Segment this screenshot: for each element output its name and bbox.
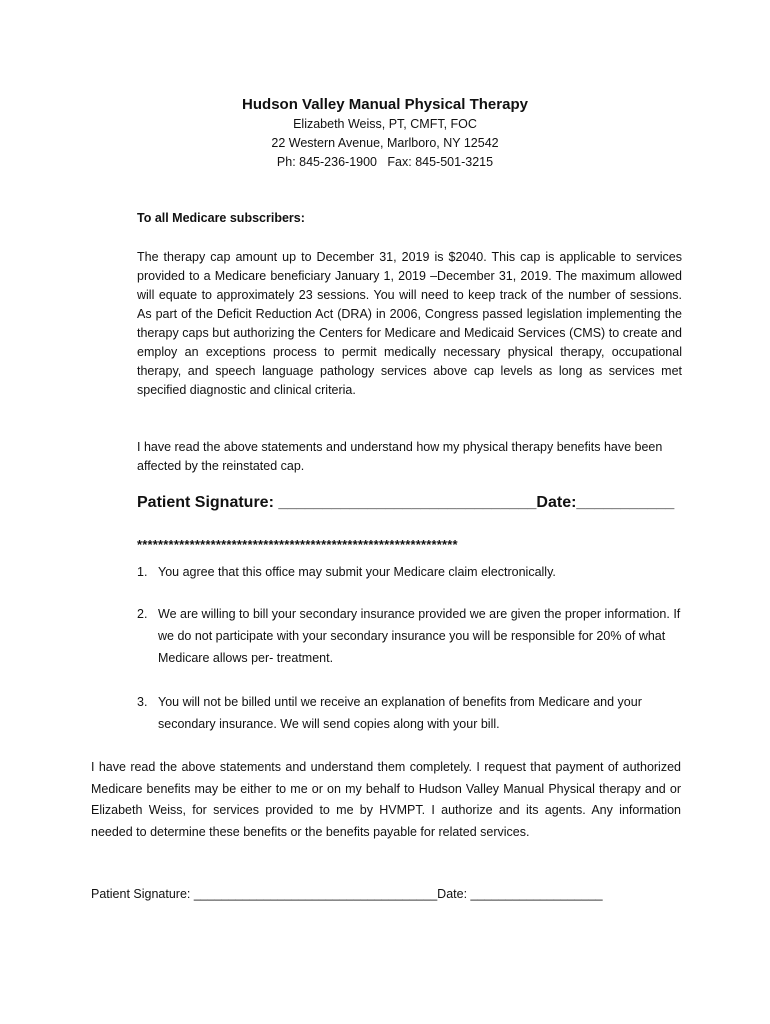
list-item (137, 603, 682, 669)
therapy-cap-paragraph: The therapy cap amount up to December 31, 2019 is $2040. This cap is applicable to services provided to a Medicare beneficiary January 1, 2019 –December 31, 2019. The maximum allowed will equate to approximately 23 sessions. You will need to keep track of the number of sessions. As part of the Deficit Reduction Act (DRA) in 2006, Congress passed legislation implementing the therapy caps but authorizing the Centers for Medicare and Medicaid Services (CMS) to create and employ an exceptions process to permit medically necessary physical therapy, occupational therapy, and speech language pathology services above cap levels as long as services met specified diagnostic and clinical criteria. (137, 250, 682, 397)
patient-signature-line-1[interactable]: Patient Signature: _____________________________Date:___________ (137, 494, 675, 511)
greeting: To all Medicare subscribers: (137, 211, 305, 225)
list-item-text: We are willing to bill your secondary insurance provided we are given the proper information. If we do not participate with your secondary insurance you will be responsible for 20% of what Medicare allows per- treatment. (158, 607, 681, 665)
list-item-text: You agree that this office may submit your Medicare claim electronically. (158, 565, 556, 579)
list-item (137, 561, 682, 583)
practice-address: 22 Western Avenue, Marlboro, NY 12542 (271, 136, 499, 150)
letterhead (0, 95, 770, 172)
patient-signature-line-2[interactable]: Patient Signature: ___________________________________Date: ___________________ (91, 887, 603, 901)
clinician-name: Elizabeth Weiss, PT, CMFT, FOC (293, 117, 477, 131)
list-item-number: 3. (137, 695, 148, 709)
list-item-number: 2. (137, 607, 148, 621)
list-item-number: 1. (137, 565, 148, 579)
phone-fax: Ph: 845-236-1900 Fax: 845-501-3215 (276, 155, 494, 169)
list-item-text: You will not be billed until we receive an explanation of benefits from Medicare and your secondary insurance. We will send copies along with your bill. (158, 695, 642, 731)
list-item (137, 691, 682, 735)
practice-name: Hudson Valley Manual Physical Therapy (242, 96, 528, 113)
separator: ************************************************************* (137, 537, 458, 552)
authorization-paragraph: I have read the above statements and understand them completely. I request that payment of authorized Medicare benefits may be either to me or on my behalf to Hudson Valley Manual Physical therapy and or Elizabeth Weiss, for services provided to me by HVMPT. I authorize and its agents. Any information needed to determine these benefits or the benefits payable for related services. (91, 760, 681, 839)
acknowledgement-paragraph: I have read the above statements and understand how my physical therapy benefits have been affected by the reinstated cap. (137, 440, 663, 473)
